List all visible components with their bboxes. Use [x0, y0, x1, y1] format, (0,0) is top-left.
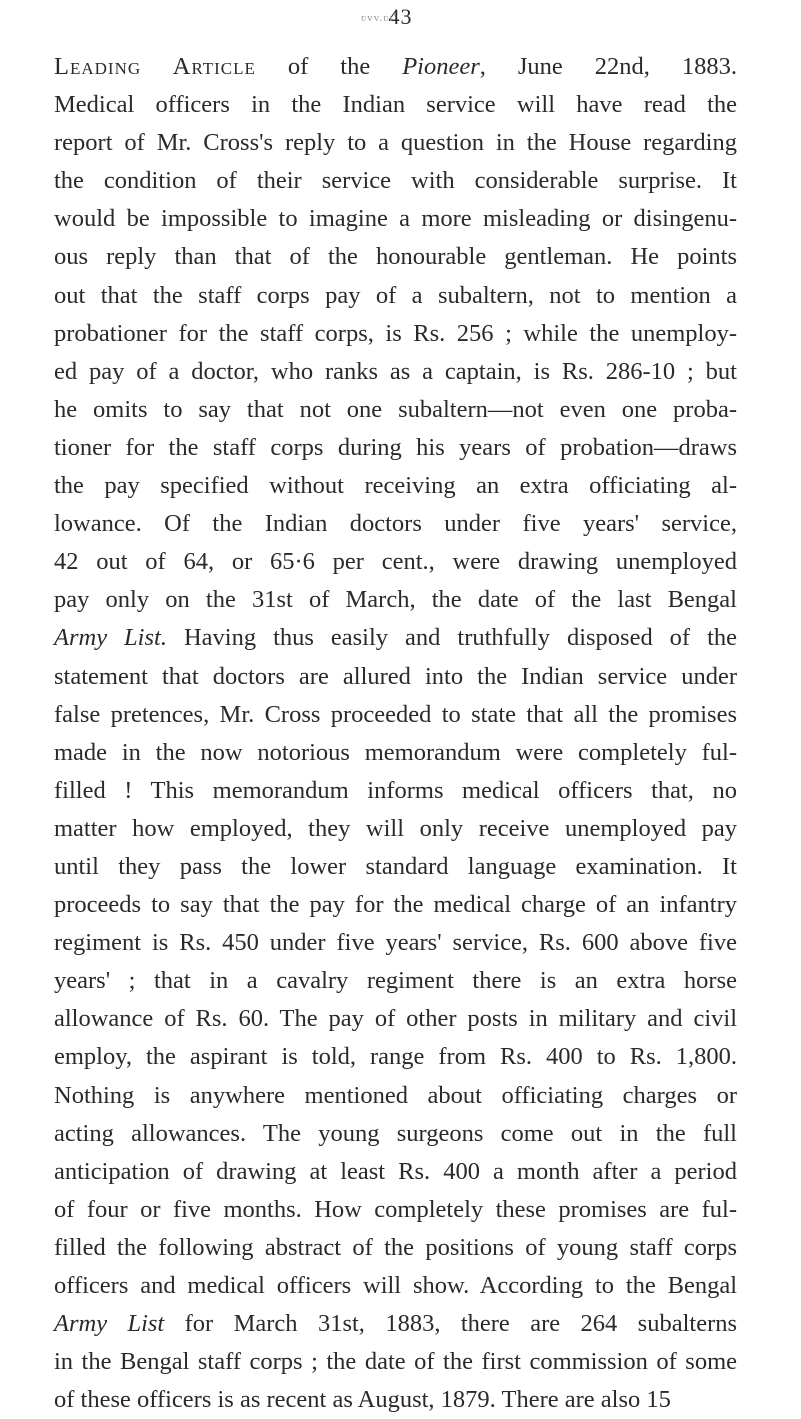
text-line: the condition of their service with considerable surprise. It	[54, 167, 737, 195]
text-line: report of Mr. Cross's reply to a question in the House regarding	[54, 129, 737, 157]
text-line: in the Bengal staff corps ; the date of the first commission of some	[54, 1348, 737, 1376]
italic-title: Army List	[54, 1310, 165, 1338]
italic-title: Army List.	[54, 624, 167, 652]
text-line: employ, the aspirant is told, range from Rs. 400 to Rs. 1,800.	[54, 1043, 737, 1071]
text-line: filled the following abstract of the positions of young staff corps	[54, 1233, 737, 1261]
text-line: probationer for the staff corps, is Rs. 256 ; while the unemploy-	[54, 319, 737, 347]
page-number: 43	[388, 4, 413, 29]
line-rest: Having thus easily and truthfully disposed of the	[166, 624, 738, 652]
text-line: tioner for the staff corps during his years of probation—draws	[54, 433, 737, 461]
text-line: of four or five months. How completely these promises are ful-	[54, 1195, 737, 1223]
text-line: out that the staff corps pay of a subaltern, not to mention a	[54, 281, 737, 309]
text-line: allowance of Rs. 60. The pay of other posts in military and civil	[54, 1005, 737, 1033]
text-line: regiment is Rs. 450 under five years' service, Rs. 600 above five	[54, 929, 737, 957]
text-line: Nothing is anywhere mentioned about officiating charges or	[54, 1081, 737, 1109]
text-line: of these officers is as recent as August, 1879. There are also 15	[54, 1386, 671, 1414]
text-line: anticipation of drawing at least Rs. 400 a month after a period	[54, 1157, 737, 1185]
line-rest: for March 31st, 1883, there are 264 subalterns	[164, 1310, 738, 1338]
lead-rest: of the	[255, 53, 403, 80]
text-line: the pay specified without receiving an extra officiating al-	[54, 472, 737, 500]
text-line: false pretences, Mr. Cross proceeded to state that all the promises	[54, 700, 737, 728]
publication-date: , June 22nd, 1883.	[479, 53, 737, 80]
text-line: filled ! This memorandum informs medical officers that, no	[54, 776, 737, 804]
text-line: 42 out of 64, or 65·6 per cent., were drawing unemployed	[54, 548, 737, 576]
text-line: ed pay of a doctor, who ranks as a captain, is Rs. 286-10 ; but	[54, 357, 737, 385]
text-line: made in the now notorious memorandum were completely ful-	[54, 738, 737, 766]
text-line: he omits to say that not one subaltern—not even one proba-	[54, 395, 737, 423]
text-line: pay only on the 31st of March, the date of the last Bengal	[54, 586, 737, 614]
text-line: lowance. Of the Indian doctors under five years' service,	[54, 510, 737, 538]
article-heading-line	[54, 48, 737, 86]
text-line: acting allowances. The young surgeons come out in the full	[54, 1119, 737, 1147]
marginal-mark: ʋvv.ʋı'	[361, 12, 397, 24]
text-line: proceeds to say that the pay for the medical charge of an infantry	[54, 891, 737, 919]
text-line: would be impossible to imagine a more misleading or disingenu-	[54, 205, 737, 233]
text-line: ous reply than that of the honourable gentleman. He points	[54, 243, 737, 271]
text-line: until they pass the lower standard language examination. It	[54, 852, 737, 880]
text-line: years' ; that in a cavalry regiment there is an extra horse	[54, 967, 737, 995]
article-lines	[54, 86, 737, 1419]
text-line: statement that doctors are allured into the Indian service under	[54, 662, 737, 690]
text-line	[54, 1305, 737, 1343]
text-line: matter how employed, they will only receive unemployed pay	[54, 814, 737, 842]
article-body	[54, 48, 737, 1419]
publication-name: Pioneer	[402, 53, 480, 80]
text-line: Medical officers in the Indian service will have read the	[54, 91, 737, 119]
text-line: officers and medical officers will show. According to the Bengal	[54, 1272, 737, 1299]
lead-label: Leading Article	[54, 53, 256, 80]
text-line	[54, 619, 737, 657]
